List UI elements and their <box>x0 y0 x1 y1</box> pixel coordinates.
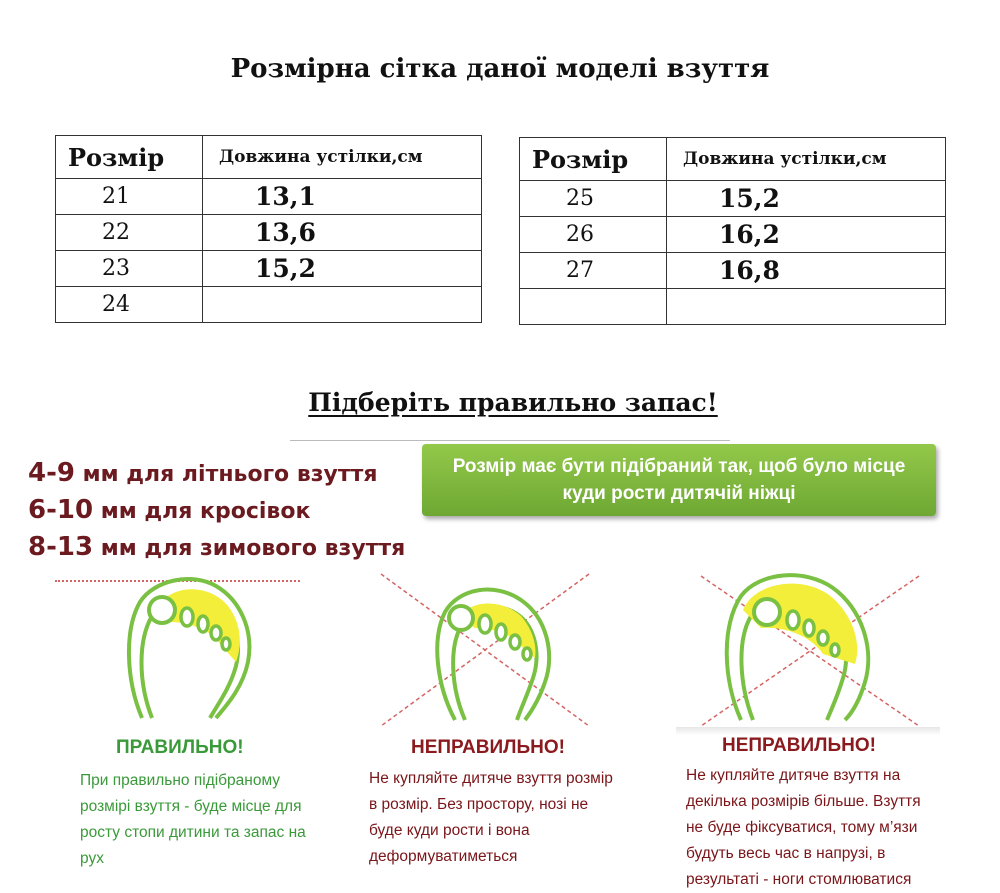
table-row <box>520 181 946 217</box>
table-header-row <box>520 138 946 181</box>
length-cell <box>667 289 946 325</box>
divider <box>290 440 730 441</box>
section-subtitle: Підберіть правильно запас! <box>308 388 718 417</box>
banner-line-2: куди рости дитячій ніжці <box>562 483 796 504</box>
text-line: Не купляйте дитяче взуття на <box>686 767 901 784</box>
length-cell <box>203 287 482 323</box>
correct-fit-foot-icon <box>112 570 262 720</box>
table-row <box>56 251 482 287</box>
panel-correct-label: ПРАВИЛЬНО! <box>116 737 244 758</box>
header-size: Розмір <box>56 136 203 179</box>
length-cell: 15,2 <box>667 181 946 217</box>
panel-too-big-text <box>686 763 921 893</box>
size-cell: 25 <box>520 181 667 217</box>
too-small-foot-icon <box>375 570 595 730</box>
length-cell: 16,2 <box>667 217 946 253</box>
banner-line-1: Розмір має бути підібраний так, щоб було місце <box>452 456 906 477</box>
panel-too-small-text <box>369 766 613 870</box>
margin-summer <box>28 455 405 492</box>
panel-correct-text <box>80 768 306 872</box>
table-row <box>56 215 482 251</box>
too-big-foot-icon <box>695 570 925 730</box>
advice-banner <box>422 444 936 516</box>
page-title: Розмірна сітка даної моделі взуття <box>230 54 770 84</box>
header-size: Розмір <box>520 138 667 181</box>
margin-range: 6-10 <box>28 495 94 525</box>
length-cell: 15,2 <box>203 251 482 287</box>
margin-text: мм для зимового взуття <box>93 536 406 561</box>
text-line: буде куди рости і вона <box>369 822 530 839</box>
table-row <box>56 179 482 215</box>
margin-range: 8-13 <box>28 532 94 562</box>
margin-sneakers <box>28 492 405 529</box>
text-line: Не купляйте дитяче взуття розмір <box>369 770 613 787</box>
size-cell: 22 <box>56 215 203 251</box>
table-row <box>520 253 946 289</box>
length-cell: 16,8 <box>667 253 946 289</box>
size-cell: 24 <box>56 287 203 323</box>
panel-header-bar <box>676 727 940 735</box>
text-line: декілька розмірів більше. Взуття <box>686 793 921 810</box>
size-cell: 23 <box>56 251 203 287</box>
text-line: результаті - ноги стомлюватися <box>686 871 912 888</box>
panel-too-small-label: НЕПРАВИЛЬНО! <box>411 737 565 758</box>
margin-text: мм для літнього взуття <box>74 462 378 487</box>
size-table-right <box>519 137 946 325</box>
size-table-left <box>55 135 482 323</box>
header-length: Довжина устілки,см <box>203 136 482 179</box>
text-line: При правильно підібраному <box>80 772 281 789</box>
size-cell <box>520 289 667 325</box>
text-line: росту стопи дитини та запас на <box>80 824 306 841</box>
table-header-row <box>56 136 482 179</box>
text-line: в розмір. Без простору, нозі не <box>369 796 589 813</box>
margin-winter <box>28 529 405 566</box>
table-row <box>56 287 482 323</box>
margin-range: 4-9 <box>28 458 75 488</box>
length-cell: 13,1 <box>203 179 482 215</box>
margin-list <box>28 455 405 566</box>
text-line: деформуватиметься <box>369 848 518 865</box>
table-row <box>520 289 946 325</box>
size-cell: 27 <box>520 253 667 289</box>
text-line: будуть весь час в напрузі, в <box>686 845 886 862</box>
text-line: розмірі взуття - буде місце для <box>80 798 302 815</box>
text-line: рух <box>80 850 104 867</box>
margin-text: мм для кросівок <box>93 499 311 524</box>
panel-too-big-label: НЕПРАВИЛЬНО! <box>722 735 876 756</box>
table-row <box>520 217 946 253</box>
text-line: не буде фіксуватися, тому м’язи <box>686 819 918 836</box>
length-cell: 13,6 <box>203 215 482 251</box>
size-cell: 26 <box>520 217 667 253</box>
size-cell: 21 <box>56 179 203 215</box>
header-length: Довжина устілки,см <box>667 138 946 181</box>
